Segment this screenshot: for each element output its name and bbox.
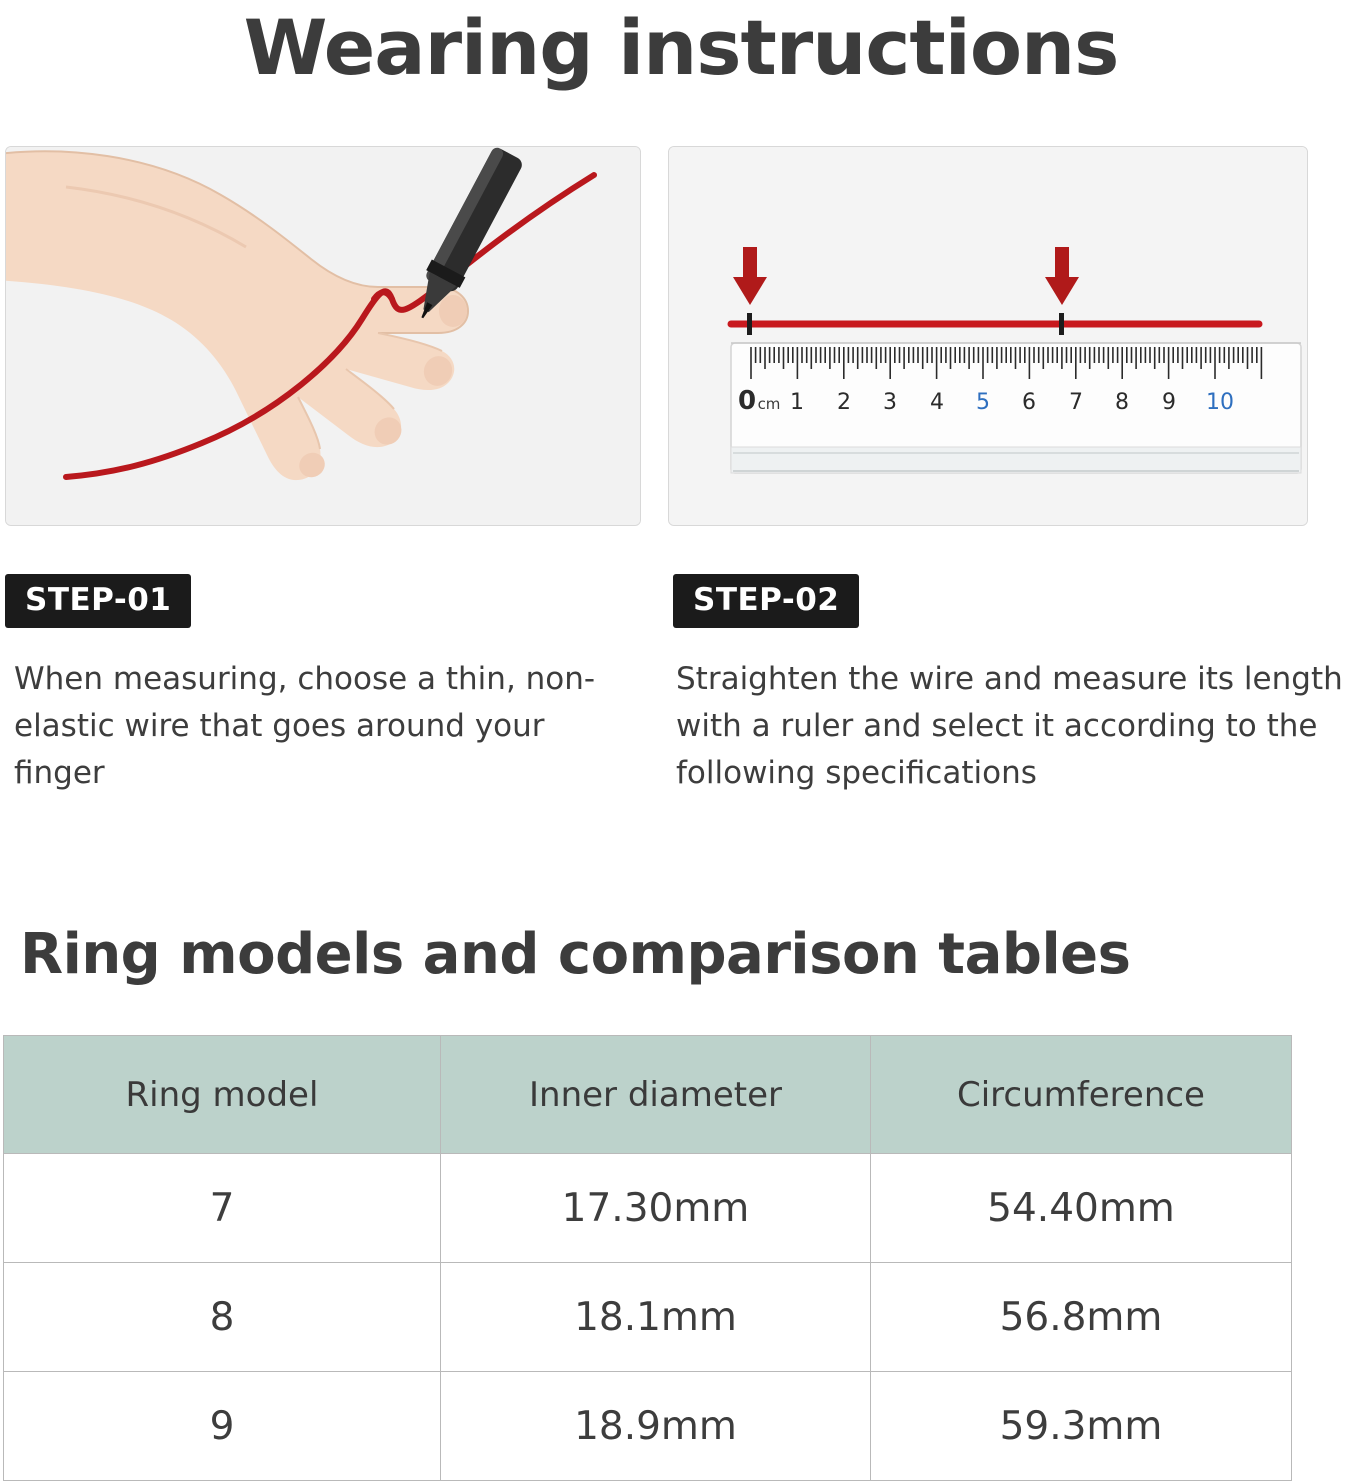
svg-text:8: 8 xyxy=(1115,390,1129,415)
cell-circumference: 59.3mm xyxy=(871,1372,1292,1481)
svg-text:7: 7 xyxy=(1069,390,1083,415)
svg-text:0: 0 xyxy=(737,386,757,416)
column-header-inner-diameter: Inner diameter xyxy=(441,1036,871,1154)
svg-text:5: 5 xyxy=(976,390,990,415)
table-row xyxy=(4,1263,1292,1372)
cell-inner-diameter: 18.9mm xyxy=(441,1372,871,1481)
table-row xyxy=(4,1154,1292,1263)
table-title: Ring models and comparison tables xyxy=(20,922,1131,987)
step-01-badge: STEP-01 xyxy=(5,574,191,628)
svg-text:4: 4 xyxy=(930,390,944,415)
svg-text:2: 2 xyxy=(837,390,851,415)
step-02-illustration-panel xyxy=(668,146,1308,526)
svg-text:6: 6 xyxy=(1022,390,1036,415)
svg-text:3: 3 xyxy=(883,390,897,415)
table-row xyxy=(4,1372,1292,1481)
hand-with-wire-illustration xyxy=(6,147,640,525)
cell-ring-model: 8 xyxy=(4,1263,441,1372)
column-header-ring-model: Ring model xyxy=(4,1036,441,1154)
cell-inner-diameter: 17.30mm xyxy=(441,1154,871,1263)
cell-circumference: 54.40mm xyxy=(871,1154,1292,1263)
step-01-description: When measuring, choose a thin, non-elastic wire that goes around your finger xyxy=(14,661,596,791)
step-01-illustration-panel xyxy=(5,146,641,526)
step-02-badge: STEP-02 xyxy=(673,574,859,628)
column-header-circumference: Circumference xyxy=(871,1036,1292,1154)
step-02-description: Straighten the wire and measure its length with a ruler and select it according to the following specifications xyxy=(676,661,1343,791)
table-header-row xyxy=(4,1036,1292,1154)
cell-ring-model: 9 xyxy=(4,1372,441,1481)
cell-circumference: 56.8mm xyxy=(871,1263,1292,1372)
ring-size-comparison-table xyxy=(3,1035,1292,1481)
page-title: Wearing instructions xyxy=(243,3,1119,92)
cell-ring-model: 7 xyxy=(4,1154,441,1263)
svg-text:10: 10 xyxy=(1206,390,1234,415)
svg-text:9: 9 xyxy=(1162,390,1176,415)
svg-text:cm: cm xyxy=(757,395,781,413)
cell-inner-diameter: 18.1mm xyxy=(441,1263,871,1372)
svg-text:1: 1 xyxy=(790,390,804,415)
ruler-with-wire-illustration xyxy=(669,147,1307,525)
